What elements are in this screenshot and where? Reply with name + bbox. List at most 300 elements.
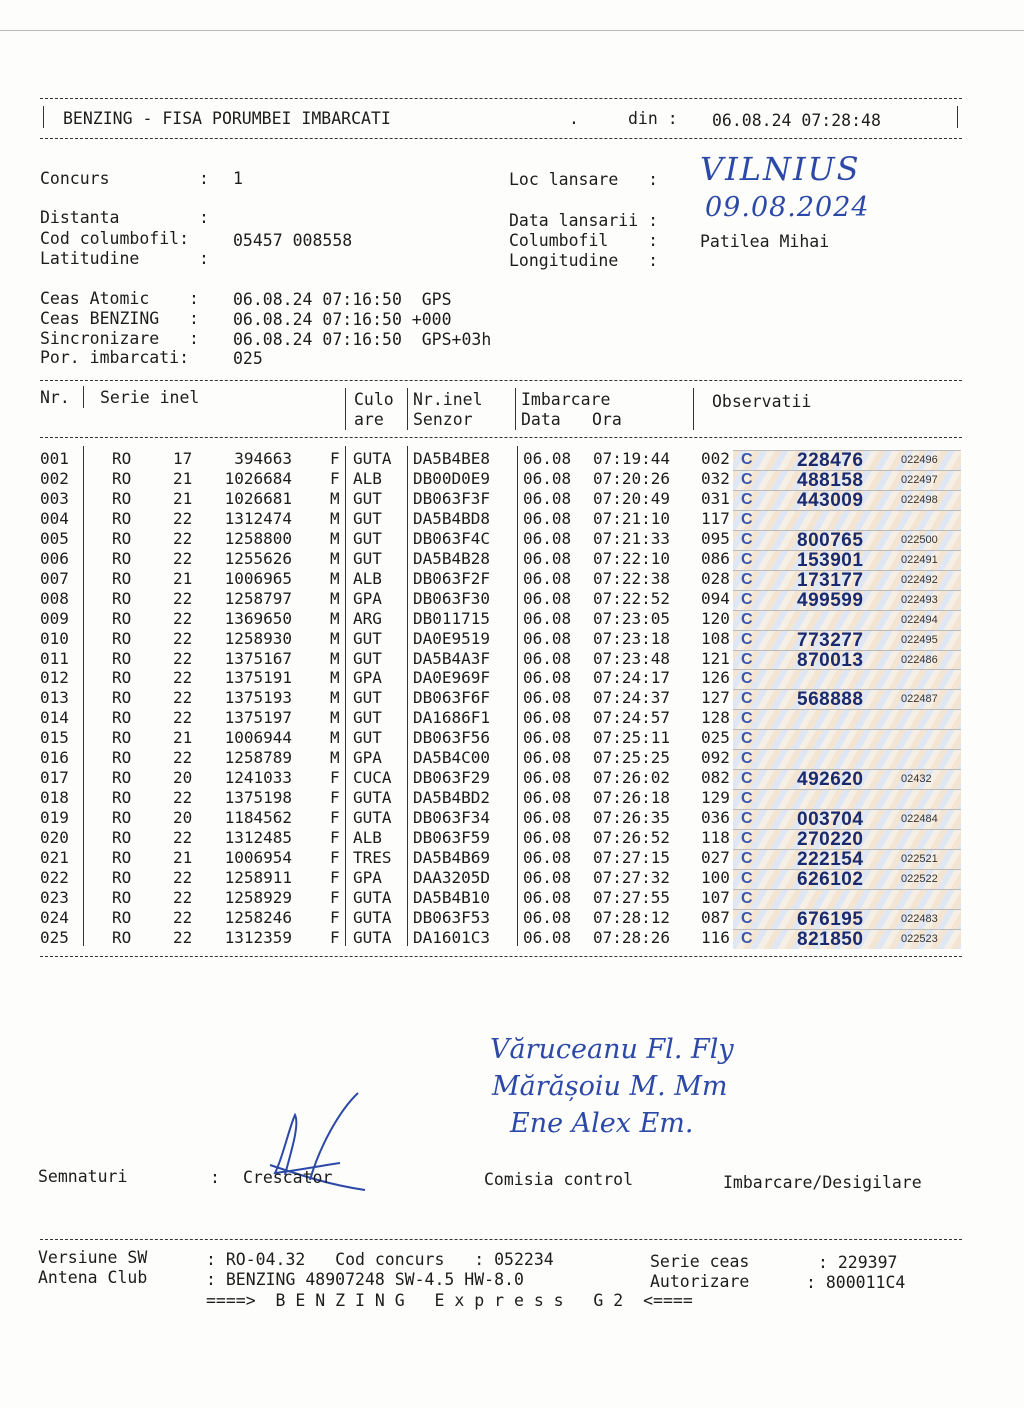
versiune-sw-label: Versiune SW bbox=[38, 1248, 148, 1267]
table-top-rule bbox=[40, 380, 962, 381]
page-edge bbox=[0, 30, 1024, 31]
sticker-serial: 022500 bbox=[901, 533, 938, 546]
row-data: 06.08 bbox=[523, 748, 572, 768]
sticker-c-mark: C bbox=[741, 690, 753, 708]
col-header-imbarcare: Imbarcare bbox=[521, 390, 611, 409]
row-nr: 021 bbox=[40, 848, 69, 867]
sticker-serial: 02432 bbox=[901, 773, 932, 786]
row-tara: RO bbox=[112, 568, 132, 588]
row-senzor: DB063F34 bbox=[413, 808, 491, 828]
col-header-nr: Nr. bbox=[40, 388, 70, 407]
row-ora: 07:21:33 bbox=[593, 528, 671, 548]
seal-sticker bbox=[733, 709, 961, 729]
row-culoare: GUT bbox=[353, 528, 382, 548]
row-an: 22 bbox=[173, 828, 193, 848]
sticker-c-mark: C bbox=[741, 830, 753, 848]
row-an: 22 bbox=[173, 788, 193, 808]
table-row bbox=[0, 828, 1024, 848]
sticker-number: 003704 bbox=[797, 809, 864, 830]
row-culoare: GPA bbox=[353, 748, 382, 768]
sticker-c-mark: C bbox=[741, 889, 753, 907]
table-row bbox=[0, 609, 1024, 629]
sticker-c-mark: C bbox=[741, 750, 753, 768]
sticker-c-mark: C bbox=[741, 570, 753, 588]
row-culoare: GUTA bbox=[353, 927, 392, 947]
row-ora: 07:26:02 bbox=[593, 768, 671, 788]
table-row bbox=[0, 469, 1024, 489]
row-inel: 1258797 bbox=[224, 588, 292, 608]
row-senzor: DB063F59 bbox=[413, 828, 491, 848]
row-inel: 1258930 bbox=[224, 628, 292, 648]
table-row bbox=[0, 908, 1024, 928]
row-tara: RO bbox=[112, 867, 132, 887]
col-header-nrinel-1: Nr.inel bbox=[413, 390, 483, 409]
sticker-serial: 022484 bbox=[901, 813, 938, 826]
row-inel: 1375197 bbox=[224, 708, 292, 728]
row-culoare: GUT bbox=[353, 648, 382, 668]
row-observatii: 028 bbox=[701, 568, 730, 588]
table-row bbox=[0, 529, 1024, 549]
longitudine-label: Longitudine : bbox=[509, 251, 659, 270]
seal-sticker bbox=[733, 749, 961, 769]
seal-sticker bbox=[733, 590, 961, 610]
row-inel: 1026681 bbox=[224, 488, 292, 508]
row-an: 20 bbox=[173, 768, 193, 788]
row-nr: 016 bbox=[40, 748, 69, 768]
ceas-atomic-value: 06.08.24 07:16:50 GPS bbox=[233, 290, 452, 309]
antena-club-value: : BENZING 48907248 SW-4.5 HW-8.0 bbox=[206, 1270, 524, 1289]
row-an: 22 bbox=[173, 628, 193, 648]
row-culoare: GUT bbox=[353, 688, 382, 708]
row-tara: RO bbox=[112, 768, 132, 788]
row-observatii: 126 bbox=[701, 668, 730, 688]
row-ora: 07:25:11 bbox=[593, 728, 671, 748]
row-culoare: TRES bbox=[353, 848, 392, 867]
row-nr: 009 bbox=[40, 608, 69, 628]
row-an: 22 bbox=[173, 867, 193, 887]
row-ora: 07:27:55 bbox=[593, 887, 671, 907]
row-nr: 019 bbox=[40, 808, 69, 828]
row-sex: F bbox=[330, 768, 340, 788]
row-tara: RO bbox=[112, 927, 132, 947]
sticker-serial: 022487 bbox=[901, 693, 938, 706]
sticker-number: 870013 bbox=[797, 649, 864, 670]
row-an: 22 bbox=[173, 668, 193, 688]
row-tara: RO bbox=[112, 508, 132, 528]
row-inel: 1006954 bbox=[224, 848, 292, 867]
table-row bbox=[0, 788, 1024, 808]
sticker-serial: 022522 bbox=[901, 872, 938, 885]
row-observatii: 036 bbox=[701, 808, 730, 828]
loc-lansare-label: Loc lansare : bbox=[509, 170, 659, 189]
seal-sticker bbox=[733, 490, 961, 510]
sticker-serial: 022495 bbox=[901, 633, 938, 646]
row-senzor: DB063F29 bbox=[413, 768, 491, 788]
row-inel: 1006965 bbox=[224, 568, 292, 588]
row-ora: 07:19:44 bbox=[593, 449, 671, 468]
row-data: 06.08 bbox=[523, 688, 572, 708]
table-row bbox=[0, 728, 1024, 748]
sticker-serial: 022496 bbox=[901, 454, 938, 466]
row-culoare: ALB bbox=[353, 828, 382, 848]
row-senzor: DA5B4BD8 bbox=[413, 508, 491, 528]
sticker-c-mark: C bbox=[741, 650, 753, 668]
versiune-sw-value: : RO-04.32 Cod concurs : 052234 bbox=[206, 1250, 554, 1269]
sticker-serial: 022491 bbox=[901, 553, 938, 566]
row-nr: 013 bbox=[40, 688, 69, 708]
row-inel: 1375191 bbox=[224, 668, 292, 688]
row-tara: RO bbox=[112, 788, 132, 808]
row-observatii: 128 bbox=[701, 708, 730, 728]
data-lansarii-handwritten: 09.08.2024 bbox=[705, 192, 870, 223]
row-senzor: DA5B4B10 bbox=[413, 887, 491, 907]
row-tara: RO bbox=[112, 488, 132, 508]
row-senzor: DB063F3F bbox=[413, 488, 491, 508]
cod-columbofil-value: 05457 008558 bbox=[233, 231, 353, 250]
row-ora: 07:26:18 bbox=[593, 788, 671, 808]
row-observatii: 100 bbox=[701, 867, 730, 887]
row-an: 22 bbox=[173, 648, 193, 668]
row-culoare: GUT bbox=[353, 488, 382, 508]
porumbei-imbarcati-label: Por. imbarcati: bbox=[40, 348, 190, 367]
sticker-c-mark: C bbox=[741, 810, 753, 828]
row-data: 06.08 bbox=[523, 768, 572, 788]
row-observatii: 086 bbox=[701, 548, 730, 568]
row-sex: F bbox=[330, 808, 340, 828]
row-senzor: DB063F30 bbox=[413, 588, 491, 608]
row-an: 22 bbox=[173, 907, 193, 927]
row-sex: F bbox=[330, 449, 340, 468]
row-data: 06.08 bbox=[523, 668, 572, 688]
row-observatii: 094 bbox=[701, 588, 730, 608]
row-observatii: 127 bbox=[701, 688, 730, 708]
row-ora: 07:23:48 bbox=[593, 648, 671, 668]
row-senzor: DA1686F1 bbox=[413, 708, 491, 728]
sticker-serial: 022492 bbox=[901, 573, 938, 586]
row-tara: RO bbox=[112, 468, 132, 488]
row-ora: 07:27:15 bbox=[593, 848, 671, 867]
row-an: 22 bbox=[173, 887, 193, 907]
row-an: 22 bbox=[173, 608, 193, 628]
row-tara: RO bbox=[112, 668, 132, 688]
row-culoare: GPA bbox=[353, 668, 382, 688]
row-sex: F bbox=[330, 828, 340, 848]
row-inel: 1312474 bbox=[224, 508, 292, 528]
seal-sticker bbox=[733, 789, 961, 809]
sticker-number: 270220 bbox=[797, 829, 864, 850]
row-data: 06.08 bbox=[523, 808, 572, 828]
header-sep-observatii bbox=[693, 388, 694, 430]
row-observatii: 002 bbox=[701, 449, 730, 468]
row-culoare: GUT bbox=[353, 508, 382, 528]
table-row bbox=[0, 629, 1024, 649]
row-ora: 07:24:57 bbox=[593, 708, 671, 728]
seal-sticker bbox=[733, 929, 961, 949]
row-senzor: DB063F4C bbox=[413, 528, 491, 548]
row-senzor: DA5B4C00 bbox=[413, 748, 491, 768]
row-an: 22 bbox=[173, 588, 193, 608]
table-header-rule bbox=[40, 437, 962, 438]
row-an: 21 bbox=[173, 728, 193, 748]
row-data: 06.08 bbox=[523, 568, 572, 588]
row-inel: 1258911 bbox=[224, 867, 292, 887]
row-senzor: DA0E969F bbox=[413, 668, 491, 688]
header-dot: . bbox=[569, 109, 579, 128]
row-nr: 024 bbox=[40, 907, 69, 927]
sticker-c-mark: C bbox=[741, 790, 753, 808]
sticker-c-mark: C bbox=[741, 909, 753, 927]
row-observatii: 095 bbox=[701, 528, 730, 548]
crescator-label: Crescator bbox=[243, 1168, 333, 1187]
row-an: 21 bbox=[173, 468, 193, 488]
row-data: 06.08 bbox=[523, 648, 572, 668]
table-row bbox=[0, 808, 1024, 828]
row-data: 06.08 bbox=[523, 907, 572, 927]
concurs-value: 1 bbox=[233, 169, 243, 188]
sticker-serial: 022494 bbox=[901, 613, 938, 626]
sticker-serial: 022497 bbox=[901, 473, 938, 486]
row-tara: RO bbox=[112, 887, 132, 907]
data-lansarii-label: Data lansarii : bbox=[509, 211, 659, 230]
ceas-atomic-label: Ceas Atomic : bbox=[40, 289, 199, 308]
row-sex: M bbox=[330, 548, 340, 568]
row-sex: M bbox=[330, 668, 340, 688]
din-label: din : bbox=[628, 109, 678, 128]
seal-sticker bbox=[733, 650, 961, 670]
row-nr: 020 bbox=[40, 828, 69, 848]
row-ora: 07:22:10 bbox=[593, 548, 671, 568]
header-datetime: 06.08.24 07:28:48 bbox=[712, 111, 881, 130]
row-observatii: 129 bbox=[701, 788, 730, 808]
row-observatii: 092 bbox=[701, 748, 730, 768]
sticker-number: 222154 bbox=[797, 849, 864, 869]
row-senzor: DA5B4B69 bbox=[413, 848, 491, 867]
header-sep-nrinel bbox=[407, 388, 408, 430]
columbofil-value: Patilea Mihai bbox=[700, 232, 830, 251]
row-nr: 008 bbox=[40, 588, 69, 608]
sticker-number: 153901 bbox=[797, 549, 864, 570]
table-row bbox=[0, 489, 1024, 509]
row-tara: RO bbox=[112, 748, 132, 768]
row-observatii: 082 bbox=[701, 768, 730, 788]
row-ora: 07:21:10 bbox=[593, 508, 671, 528]
row-an: 22 bbox=[173, 927, 193, 947]
table-row bbox=[0, 509, 1024, 529]
row-observatii: 121 bbox=[701, 648, 730, 668]
header-top-rule bbox=[40, 98, 962, 99]
sticker-number: 821850 bbox=[797, 928, 864, 949]
row-observatii: 120 bbox=[701, 608, 730, 628]
semnaturi-label: Semnaturi bbox=[38, 1167, 128, 1186]
row-nr: 014 bbox=[40, 708, 69, 728]
sincronizare-label: Sincronizare : bbox=[40, 329, 199, 348]
ceas-benzing-value: 06.08.24 07:16:50 +000 bbox=[233, 310, 452, 329]
cod-columbofil-label: Cod columbofil: bbox=[40, 229, 190, 248]
row-sex: M bbox=[330, 508, 340, 528]
row-ora: 07:26:35 bbox=[593, 808, 671, 828]
row-ora: 07:27:32 bbox=[593, 867, 671, 887]
row-tara: RO bbox=[112, 688, 132, 708]
row-an: 21 bbox=[173, 488, 193, 508]
row-nr: 004 bbox=[40, 508, 69, 528]
row-senzor: DA5B4BD2 bbox=[413, 788, 491, 808]
row-an: 22 bbox=[173, 708, 193, 728]
distanta-label: Distanta : bbox=[40, 208, 209, 227]
row-an: 22 bbox=[173, 528, 193, 548]
row-nr: 012 bbox=[40, 668, 69, 688]
table-row bbox=[0, 668, 1024, 688]
row-data: 06.08 bbox=[523, 708, 572, 728]
sticker-number: 228476 bbox=[797, 450, 864, 470]
sticker-number: 626102 bbox=[797, 868, 864, 889]
seal-sticker bbox=[733, 889, 961, 909]
row-culoare: GUTA bbox=[353, 907, 392, 927]
table-row bbox=[0, 589, 1024, 609]
seal-sticker bbox=[733, 829, 961, 849]
row-culoare: GUTA bbox=[353, 788, 392, 808]
row-tara: RO bbox=[112, 828, 132, 848]
header-sep-nr bbox=[83, 386, 84, 408]
row-an: 22 bbox=[173, 548, 193, 568]
row-observatii: 031 bbox=[701, 488, 730, 508]
row-ora: 07:23:18 bbox=[593, 628, 671, 648]
row-sex: M bbox=[330, 708, 340, 728]
col-header-culoare-1: Culo bbox=[354, 390, 394, 409]
row-nr: 002 bbox=[40, 468, 69, 488]
row-sex: F bbox=[330, 867, 340, 887]
row-nr: 010 bbox=[40, 628, 69, 648]
col-header-imbarcare-data: Data bbox=[521, 410, 561, 429]
row-an: 21 bbox=[173, 848, 193, 867]
row-tara: RO bbox=[112, 808, 132, 828]
row-ora: 07:23:05 bbox=[593, 608, 671, 628]
sticker-number: 443009 bbox=[797, 489, 864, 510]
table-row bbox=[0, 688, 1024, 708]
serie-ceas-label: Serie ceas bbox=[650, 1252, 750, 1271]
row-an: 17 bbox=[173, 449, 193, 468]
sticker-c-mark: C bbox=[741, 490, 753, 508]
header-left-border bbox=[43, 106, 44, 128]
row-tara: RO bbox=[112, 728, 132, 748]
col-header-nrinel-2: Senzor bbox=[413, 410, 473, 429]
sticker-c-mark: C bbox=[741, 710, 753, 728]
loc-lansare-handwritten: VILNIUS bbox=[700, 150, 861, 188]
row-nr: 003 bbox=[40, 488, 69, 508]
col-header-imbarcare-ora: Ora bbox=[592, 410, 622, 429]
row-culoare: GUTA bbox=[353, 449, 392, 468]
row-data: 06.08 bbox=[523, 588, 572, 608]
table-bottom-rule bbox=[40, 956, 962, 957]
row-sex: M bbox=[330, 748, 340, 768]
porumbei-imbarcati-value: 025 bbox=[233, 349, 263, 368]
row-inel: 1006944 bbox=[224, 728, 292, 748]
row-data: 06.08 bbox=[523, 828, 572, 848]
row-tara: RO bbox=[112, 548, 132, 568]
sticker-c-mark: C bbox=[741, 630, 753, 648]
header-bottom-rule bbox=[40, 138, 962, 139]
seal-sticker bbox=[733, 849, 961, 869]
row-nr: 007 bbox=[40, 568, 69, 588]
row-nr: 022 bbox=[40, 867, 69, 887]
row-observatii: 107 bbox=[701, 887, 730, 907]
row-culoare: GUT bbox=[353, 628, 382, 648]
seal-sticker bbox=[733, 669, 961, 689]
row-ora: 07:26:52 bbox=[593, 828, 671, 848]
sticker-serial: 022523 bbox=[901, 932, 938, 945]
row-nr: 025 bbox=[40, 927, 69, 947]
sticker-c-mark: C bbox=[741, 590, 753, 608]
row-culoare: ALB bbox=[353, 568, 382, 588]
row-tara: RO bbox=[112, 648, 132, 668]
latitudine-label: Latitudine : bbox=[40, 249, 209, 268]
row-inel: 1375198 bbox=[224, 788, 292, 808]
seal-sticker bbox=[733, 729, 961, 749]
seal-sticker bbox=[733, 769, 961, 789]
sticker-c-mark: C bbox=[741, 530, 753, 548]
row-sex: F bbox=[330, 468, 340, 488]
sticker-number: 568888 bbox=[797, 689, 864, 710]
col-header-culoare-2: are bbox=[354, 410, 384, 429]
sticker-c-mark: C bbox=[741, 869, 753, 887]
row-data: 06.08 bbox=[523, 488, 572, 508]
row-ora: 07:25:25 bbox=[593, 748, 671, 768]
row-tara: RO bbox=[112, 588, 132, 608]
sticker-number: 488158 bbox=[797, 469, 864, 490]
seal-sticker bbox=[733, 450, 961, 470]
footer-rule bbox=[40, 1239, 962, 1240]
row-sex: F bbox=[330, 887, 340, 907]
document-title: BENZING - FISA PORUMBEI IMBARCATI bbox=[63, 109, 391, 128]
row-tara: RO bbox=[112, 848, 132, 867]
sticker-serial: 022521 bbox=[901, 853, 938, 865]
row-inel: 1375193 bbox=[224, 688, 292, 708]
table-row bbox=[0, 928, 1024, 948]
seal-sticker bbox=[733, 909, 961, 929]
col-header-observatii: Observatii bbox=[712, 392, 812, 411]
row-inel: 1241033 bbox=[224, 768, 292, 788]
row-culoare: GPA bbox=[353, 588, 382, 608]
row-senzor: DB063F56 bbox=[413, 728, 491, 748]
row-nr: 018 bbox=[40, 788, 69, 808]
sticker-serial: 022498 bbox=[901, 493, 938, 506]
row-ora: 07:22:52 bbox=[593, 588, 671, 608]
row-inel: 1258800 bbox=[224, 528, 292, 548]
sticker-number: 499599 bbox=[797, 589, 864, 610]
sticker-c-mark: C bbox=[741, 550, 753, 568]
row-sex: F bbox=[330, 788, 340, 808]
row-sex: M bbox=[330, 488, 340, 508]
col-header-serie: Serie inel bbox=[100, 388, 200, 407]
row-senzor: DB063F6F bbox=[413, 688, 491, 708]
columbofil-label: Columbofil : bbox=[509, 231, 659, 250]
row-observatii: 108 bbox=[701, 628, 730, 648]
sticker-c-mark: C bbox=[741, 510, 753, 528]
seal-sticker bbox=[733, 630, 961, 650]
row-sex: F bbox=[330, 927, 340, 947]
table-row bbox=[0, 868, 1024, 888]
sticker-number: 173177 bbox=[797, 569, 864, 590]
row-culoare: GUT bbox=[353, 728, 382, 748]
row-sex: M bbox=[330, 628, 340, 648]
row-observatii: 025 bbox=[701, 728, 730, 748]
row-observatii: 118 bbox=[701, 828, 730, 848]
row-an: 20 bbox=[173, 808, 193, 828]
row-data: 06.08 bbox=[523, 887, 572, 907]
sticker-c-mark: C bbox=[741, 730, 753, 748]
row-an: 21 bbox=[173, 568, 193, 588]
row-data: 06.08 bbox=[523, 628, 572, 648]
row-culoare: CUCA bbox=[353, 768, 392, 788]
